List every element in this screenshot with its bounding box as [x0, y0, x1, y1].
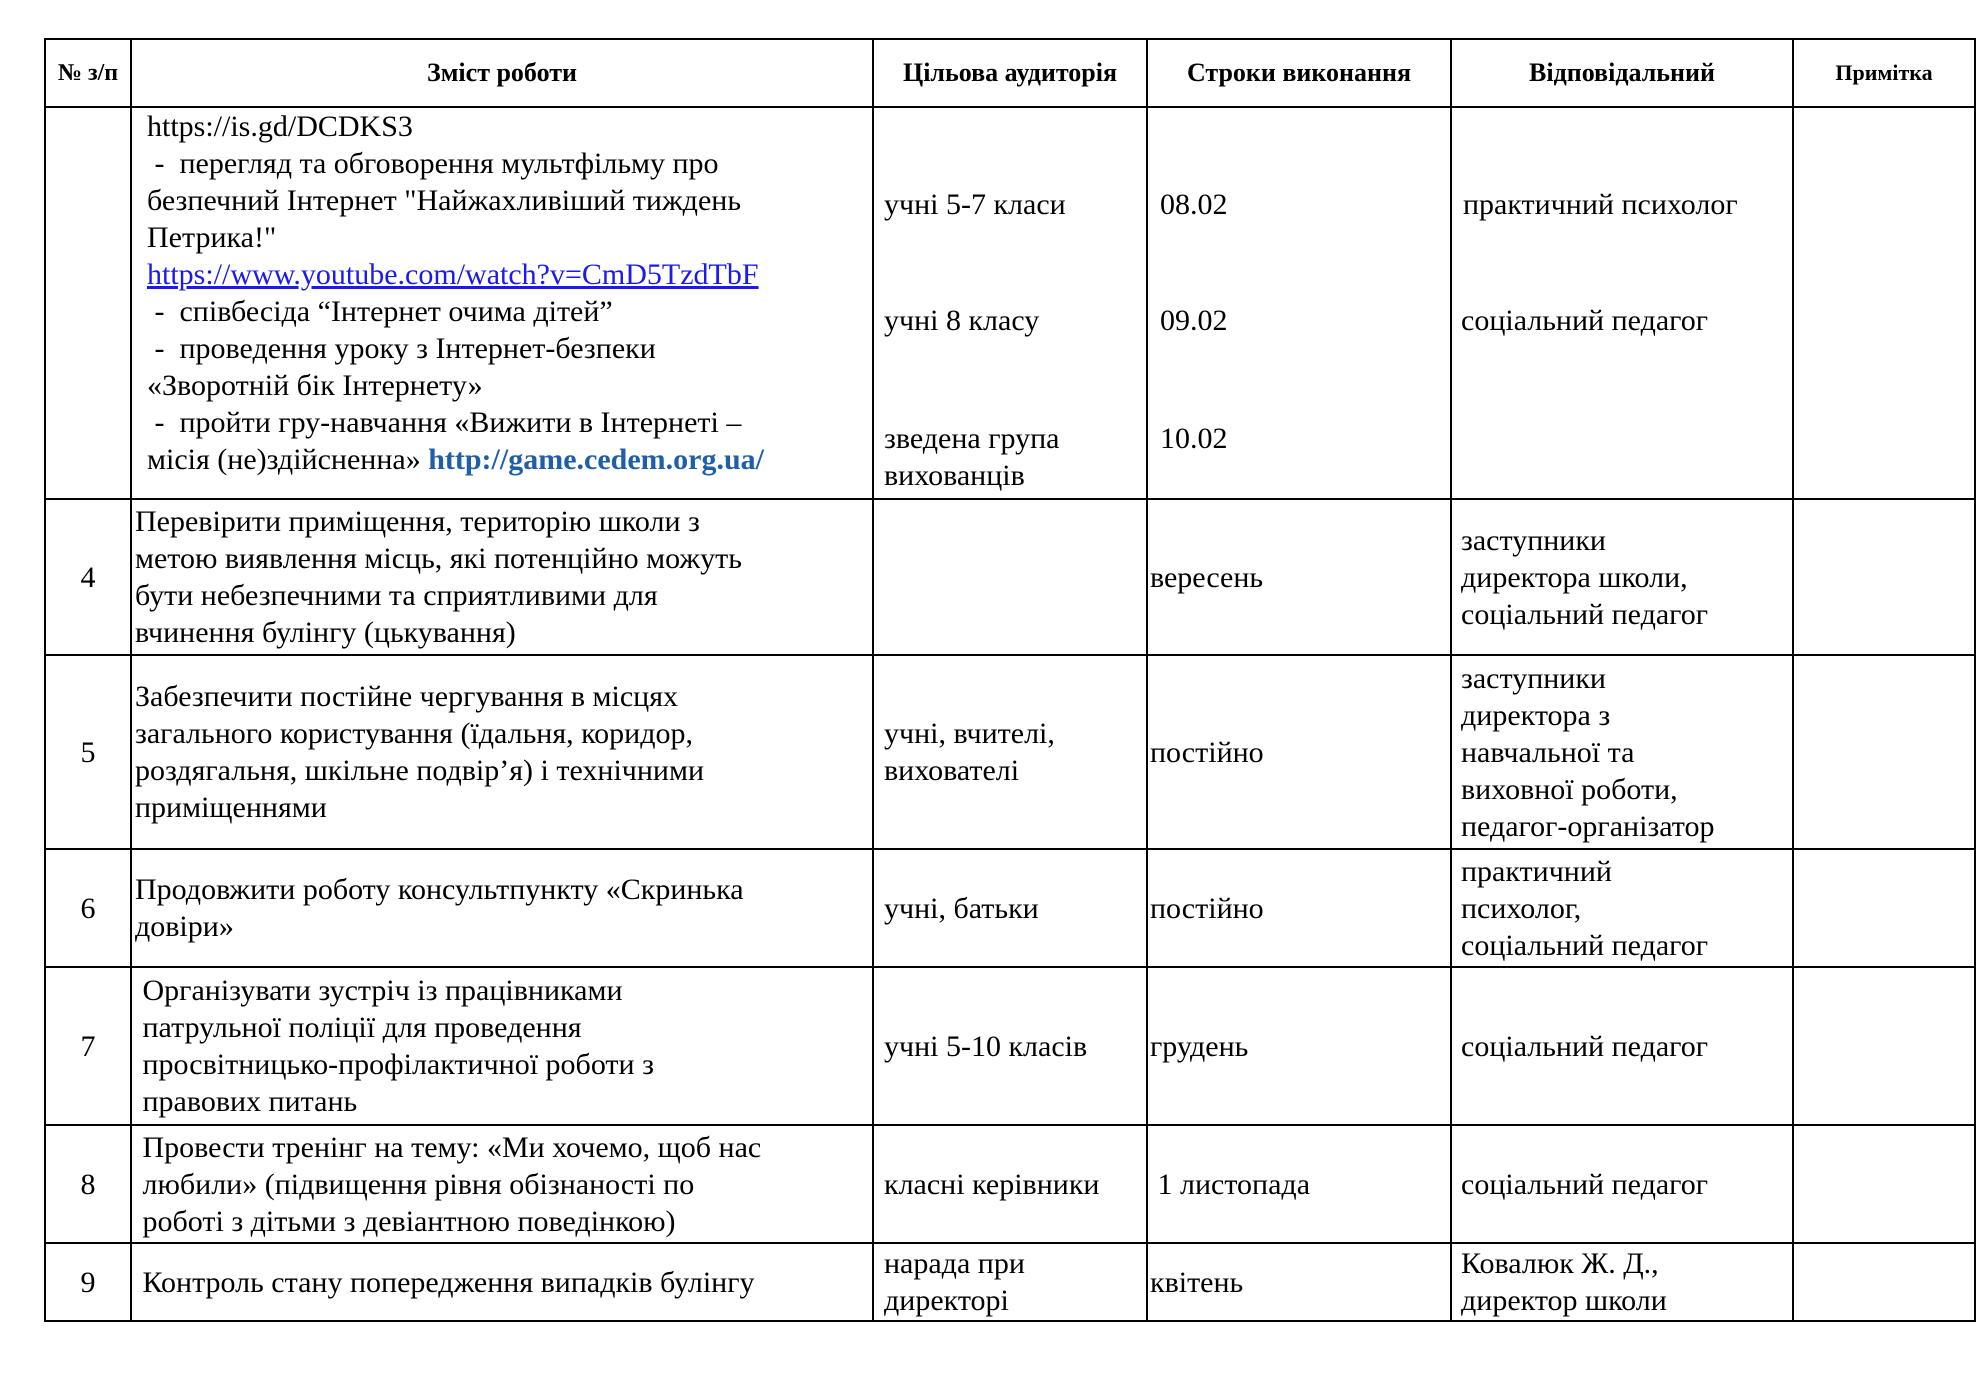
header-num: № з/п: [45, 39, 131, 107]
plan-table: [44, 38, 1976, 1322]
header-terms: Строки виконання: [1147, 39, 1451, 107]
table-row: [45, 849, 1975, 967]
audience-text: вихованців: [884, 459, 1025, 492]
audience-text: зведена група: [884, 422, 1060, 455]
table-row: [45, 1243, 1975, 1321]
row-responsible-cell: [1451, 967, 1793, 1125]
responsible-text: соціальний педагог: [1461, 1167, 1709, 1201]
terms-text: 09.02: [1160, 304, 1228, 337]
content-line: безпечний Інтернет "Найжахливіший тиждень: [147, 184, 741, 217]
row-audience-cell: [873, 1243, 1147, 1321]
row-num-cell: [45, 107, 131, 499]
responsible-text: практичний: [1461, 854, 1612, 888]
content-line: - пройти гру-навчання «Вижити в Інтернеті –: [147, 406, 742, 439]
row-audience-cell: [873, 967, 1147, 1125]
content-line: правових питань: [135, 1085, 358, 1118]
content-line: патрульної поліції для проведення: [135, 1011, 582, 1044]
audience-text: учні, батьки: [884, 891, 1039, 925]
header-note: Примітка: [1793, 39, 1975, 107]
responsible-text: директора з: [1461, 698, 1611, 732]
row-num-cell: 5: [45, 655, 131, 849]
responsible-text: заступники: [1461, 661, 1606, 695]
content-line: бути небезпечними та сприятливими для: [135, 579, 658, 612]
row-responsible-cell: [1451, 655, 1793, 849]
row-responsible-cell: [1451, 107, 1793, 499]
row-terms-cell: квітень: [1147, 1243, 1451, 1321]
audience-text: вихователі: [884, 754, 1020, 787]
table-row: [45, 655, 1975, 849]
content-line: приміщеннями: [135, 791, 327, 824]
content-line: просвітницько-профілактичної роботи з: [135, 1048, 654, 1081]
content-line: - перегляд та обговорення мультфільму про: [147, 147, 719, 180]
row-content-cell: [131, 1125, 873, 1243]
audience-text: учні 8 класу: [884, 304, 1040, 337]
row-audience-cell: [873, 849, 1147, 967]
audience-text: директорі: [884, 1284, 1009, 1317]
content-line: місія (не)здійсненна»: [147, 443, 429, 476]
link-youtube[interactable]: https://www.youtube.com/watch?v=CmD5TzdTbF: [147, 258, 759, 291]
row-note-cell: [1793, 1125, 1975, 1243]
row-num-cell: 9: [45, 1243, 131, 1321]
row-terms-cell: постійно: [1147, 655, 1451, 849]
header-content: Зміст роботи: [131, 39, 873, 107]
row-num-cell: 4: [45, 499, 131, 655]
row-terms-cell: 1 листопада: [1147, 1125, 1451, 1243]
terms-text: 10.02: [1160, 422, 1228, 455]
row-note-cell: [1793, 849, 1975, 967]
content-line: вчинення булінгу (цькування): [135, 616, 516, 649]
responsible-text: психолог,: [1461, 891, 1582, 925]
content-line: - проведення уроку з Інтернет-безпеки: [147, 332, 656, 365]
row-audience-cell: [873, 499, 1147, 655]
content-line: любили» (підвищення рівня обізнаності по: [135, 1167, 695, 1201]
row-responsible-cell: [1451, 499, 1793, 655]
row-content-cell: [131, 849, 873, 967]
responsible-text: практичний психолог: [1463, 188, 1738, 221]
row-content-cell: [131, 655, 873, 849]
row-note-cell: [1793, 655, 1975, 849]
content-line: Продовжити роботу консультпункту «Скринька: [135, 873, 744, 906]
audience-text: учні, вчителі,: [884, 717, 1055, 750]
audience-text: учні 5-10 класів: [884, 1029, 1088, 1063]
responsible-text: директора школи,: [1461, 560, 1688, 594]
content-line: - співбесіда “Інтернет очима дітей”: [147, 295, 613, 328]
responsible-text: виховної роботи,: [1461, 772, 1678, 806]
responsible-text: Ковалюк Ж. Д.,: [1461, 1247, 1659, 1280]
content-line: Петрика!": [147, 221, 277, 254]
table-row: [45, 1125, 1975, 1243]
content-line: метою виявлення місць, які потенційно можуть: [135, 542, 742, 575]
audience-text: нарада при: [884, 1247, 1025, 1280]
content-line: роздягальня, шкільне подвір’я) і технічними: [135, 754, 705, 787]
content-line: довіри»: [135, 910, 234, 943]
responsible-text: соціальний педагог: [1461, 304, 1709, 337]
row-note-cell: [1793, 1243, 1975, 1321]
table-row: [45, 499, 1975, 655]
responsible-text: навчальної та: [1461, 735, 1635, 769]
content-line: Контроль стану попередження випадків булінгу: [135, 1265, 755, 1299]
row-terms-cell: постійно: [1147, 849, 1451, 967]
row-content-cell: [131, 967, 873, 1125]
content-line: Забезпечити постійне чергування в місцях: [135, 680, 679, 713]
row-terms-cell: [1147, 107, 1451, 499]
row-note-cell: [1793, 107, 1975, 499]
content-line: Організувати зустріч із працівниками: [135, 974, 623, 1007]
row-terms-cell: грудень: [1147, 967, 1451, 1125]
content-line: Перевірити приміщення, територію школи з: [135, 505, 700, 538]
audience-text: класні керівники: [884, 1167, 1100, 1201]
responsible-text: педагог-організатор: [1461, 809, 1715, 843]
row-responsible-cell: [1451, 1243, 1793, 1321]
row-audience-cell: [873, 1125, 1147, 1243]
header-audience: Цільова аудиторія: [873, 39, 1147, 107]
row-content-cell: [131, 1243, 873, 1321]
row-content-cell: [131, 107, 873, 499]
terms-text: 08.02: [1160, 188, 1228, 221]
row-note-cell: [1793, 499, 1975, 655]
row-responsible-cell: [1451, 1125, 1793, 1243]
responsible-text: соціальний педагог: [1461, 1029, 1709, 1063]
header-row: [45, 39, 1975, 107]
content-line: «Зворотній бік Інтернету»: [147, 369, 483, 402]
content-line: Провести тренінг на тему: «Ми хочемо, щоб нас: [135, 1130, 762, 1164]
header-responsible: Відповідальний: [1451, 39, 1793, 107]
row-num-cell: 7: [45, 967, 131, 1125]
row-audience-cell: [873, 655, 1147, 849]
row-note-cell: [1793, 967, 1975, 1125]
row-audience-cell: [873, 107, 1147, 499]
responsible-text: соціальний педагог: [1461, 597, 1709, 631]
responsible-text: заступники: [1461, 523, 1606, 557]
table-row: [45, 967, 1975, 1125]
responsible-text: директор школи: [1461, 1284, 1667, 1317]
row-num-cell: 8: [45, 1125, 131, 1243]
row-terms-cell: вересень: [1147, 499, 1451, 655]
audience-text: учні 5-7 класи: [884, 188, 1066, 221]
table-row: [45, 107, 1975, 499]
row-responsible-cell: [1451, 849, 1793, 967]
link-isgd[interactable]: https://is.gd/DCDKS3: [147, 110, 413, 143]
content-line: роботі з дітьми з девіантною поведінкою): [135, 1204, 676, 1238]
row-content-cell: [131, 499, 873, 655]
link-game[interactable]: http://game.cedem.org.ua/: [428, 443, 764, 476]
content-line: загального користування (їдальня, коридор,: [135, 717, 693, 750]
row-num-cell: 6: [45, 849, 131, 967]
responsible-text: соціальний педагог: [1461, 928, 1709, 962]
